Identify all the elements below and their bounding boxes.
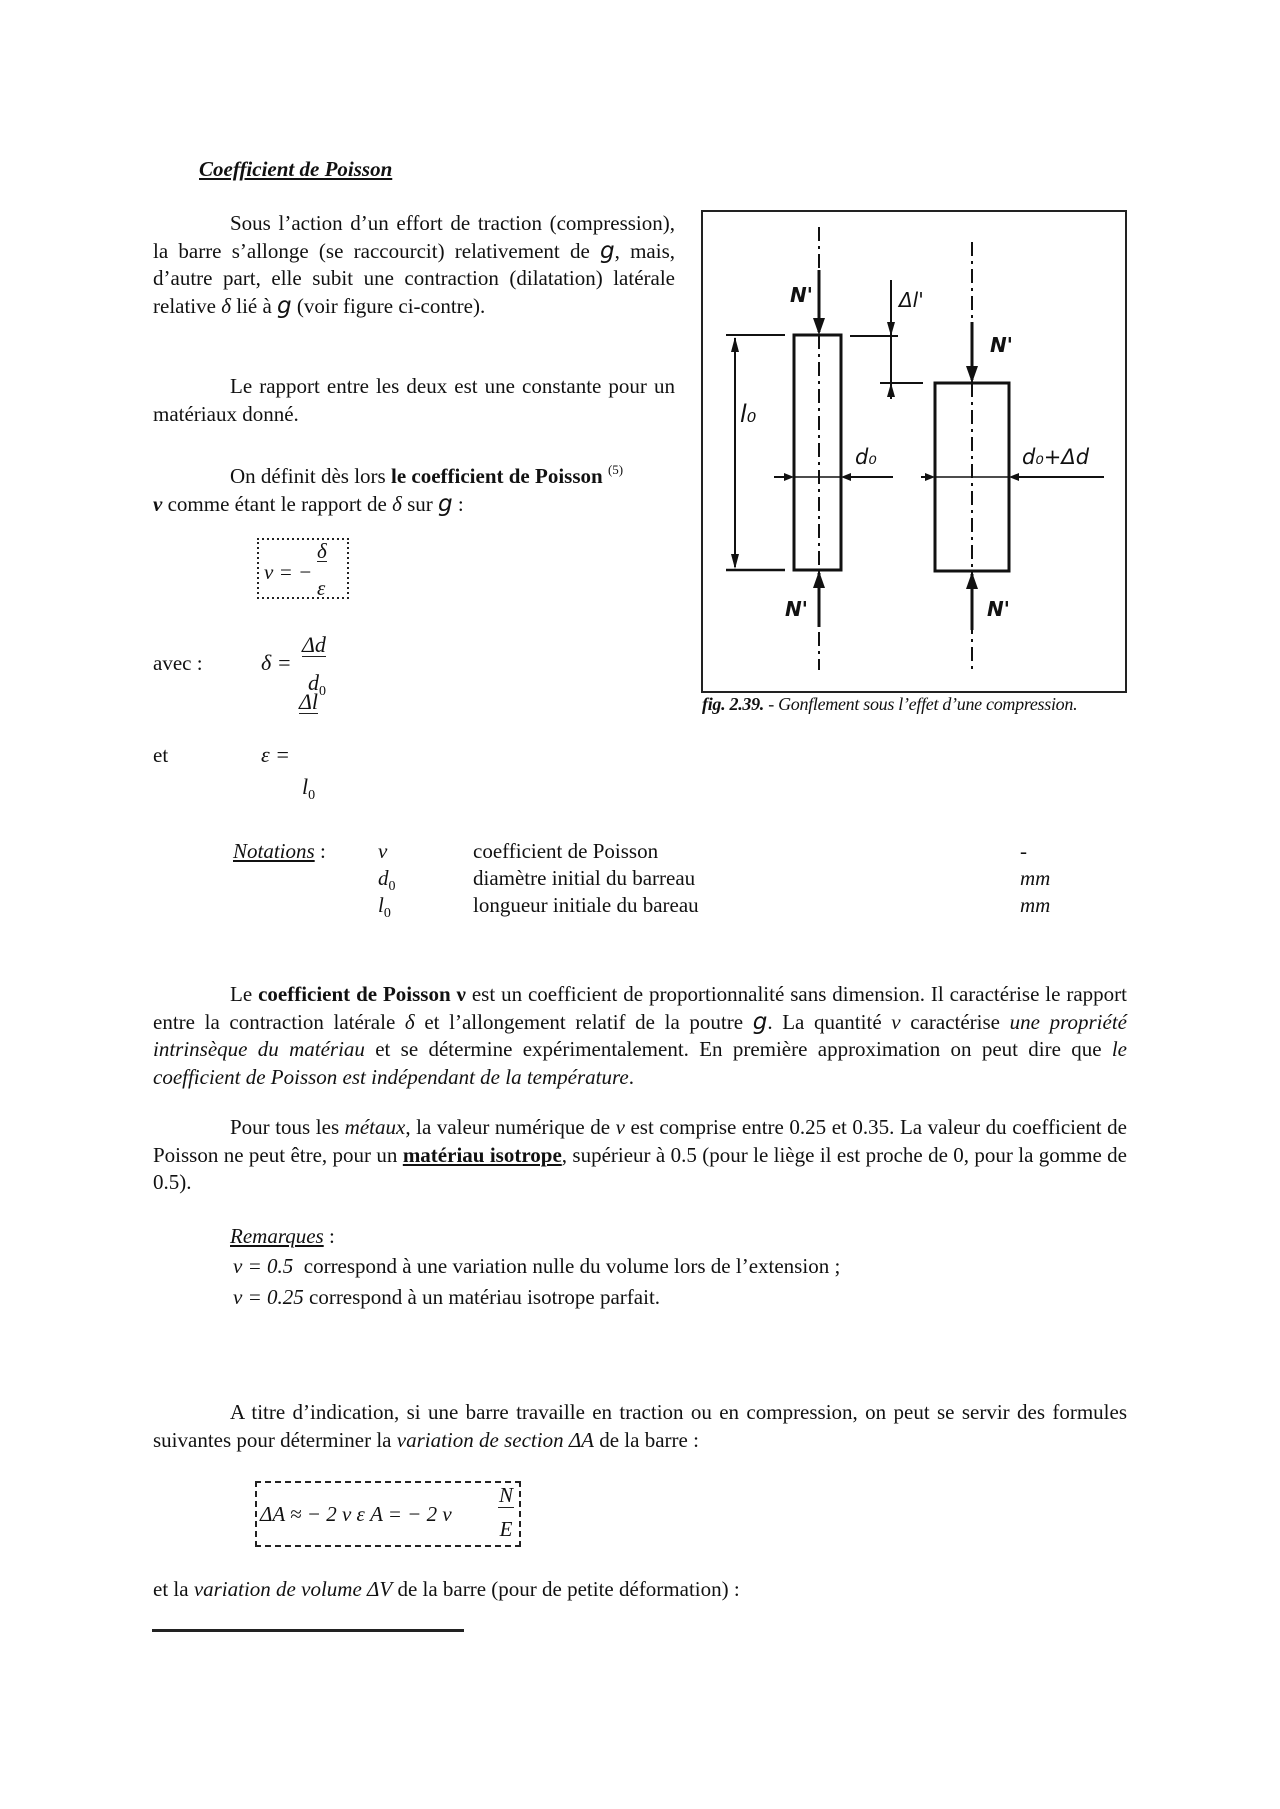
length-label: l₀: [740, 400, 757, 428]
symbol: l: [378, 893, 384, 917]
bold-term: le coefficient de Poisson: [390, 464, 603, 488]
text-run: et la: [153, 1577, 194, 1601]
intro-paragraph-2: Le rapport entre les deux est une constante pour un matériaux donné.: [153, 374, 675, 426]
volume-variation-paragraph: [153, 1576, 1127, 1604]
remark-text: correspond à un matériau isotrope parfait.: [303, 1285, 661, 1309]
formula-lhs: ΔA ≈ − 2 ν ε A = − 2 ν: [260, 1502, 452, 1526]
remark-item: [233, 1253, 840, 1280]
text-run: , supérieur à 0.5 (pour le liège il est proche de 0, pour la gomme de 0.5).: [153, 1142, 1127, 1194]
italic-term: métaux: [344, 1115, 406, 1139]
formula-numerator: N: [498, 1483, 513, 1507]
text-run: caractérise: [900, 1009, 1010, 1034]
remark-expression: ν = 0.25: [233, 1285, 304, 1309]
nu-symbol: ν: [153, 491, 163, 516]
avec-label: avec :: [153, 651, 203, 675]
notation-symbol: [378, 892, 391, 927]
bold-term: coefficient de Poisson ν: [258, 982, 466, 1006]
symbol: ν: [378, 839, 388, 863]
remark-text: correspond à une variation nulle du volume lors de l’extension ;: [293, 1254, 841, 1278]
force-label-top-left: N': [790, 283, 813, 307]
arrowhead-icon: [966, 366, 978, 383]
delta-symbol: δ: [392, 491, 402, 516]
arrowhead-icon: [813, 318, 825, 335]
epsilon-symbol: g: [438, 490, 453, 517]
italic-term: variation de section: [396, 1427, 564, 1452]
epsilon-definition-lhs: ε =: [261, 742, 291, 767]
diameter-label: d₀: [855, 445, 877, 469]
formula-denominator: ε: [317, 576, 326, 600]
delta-definition-numerator: Δd: [302, 632, 326, 657]
subscript: 0: [383, 906, 391, 921]
compression-diagram: [703, 212, 1125, 691]
text-run: est un coefficient de proportionnalité sans dimension. Il caractérise le rapport entre la contraction latérale: [153, 982, 1127, 1034]
italic-phrase: le coefficient de Poisson est indépendant de la température: [153, 1037, 1127, 1089]
text-run: , mais, d’autre part, elle subit une contraction (dilatation) latérale relative: [153, 238, 675, 318]
delta-a-symbol: ΔA: [563, 1427, 594, 1452]
intro-paragraph-1: [153, 210, 675, 320]
remark-item: [233, 1284, 660, 1311]
text-run: (voir figure ci-contre).: [291, 293, 486, 318]
text-run: Le: [230, 982, 259, 1006]
remarks-heading: Remarques: [230, 1224, 324, 1248]
deformed-diameter-label: d₀+Δd: [1022, 445, 1090, 469]
notations-heading: Notations: [233, 839, 315, 863]
text-run: comme étant le rapport de: [162, 491, 393, 516]
poisson-description-paragraph: [153, 981, 1127, 1091]
epsilon-definition-numerator: Δl: [299, 689, 319, 714]
delta-symbol: δ: [221, 293, 231, 318]
remarks-label: [230, 1223, 335, 1250]
left-bar-original: [794, 335, 841, 570]
arrowhead-icon: [813, 571, 825, 588]
intro-paragraph-3: [153, 456, 675, 518]
text-run: Pour tous les: [230, 1115, 345, 1139]
text-run: On définit dès lors: [230, 464, 391, 488]
italic-phrase: une propriété intrinsèque du matériau: [153, 1009, 1127, 1061]
nu-symbol: ν: [615, 1115, 625, 1139]
section-title: Coefficient de Poisson: [199, 157, 393, 181]
arrowhead-icon: [731, 337, 739, 352]
section-variation-paragraph: [153, 1399, 1127, 1454]
arrowhead-icon: [731, 554, 739, 569]
delta-definition-lhs: δ =: [261, 650, 292, 675]
figure-caption-text: - Gonflement sous l’effet d’une compression.: [764, 694, 1078, 714]
formula-denominator: E: [499, 1517, 513, 1541]
footnote-separator: [152, 1629, 464, 1632]
subscript: 0: [388, 879, 396, 894]
arrowhead-icon: [887, 383, 895, 397]
notation-unit: -: [1020, 839, 1027, 863]
epsilon-symbol: g: [277, 292, 292, 319]
text-run: et se détermine expérimentalement. En première approximation on peut dire que: [364, 1037, 1112, 1061]
text-run: :: [452, 491, 464, 516]
footnote-reference[interactable]: (5): [607, 462, 624, 477]
delta-v-symbol: ΔV: [361, 1577, 393, 1601]
force-label-bottom-left: N': [785, 597, 808, 621]
figure-caption: [702, 694, 1077, 715]
italic-term: variation de volume: [193, 1577, 362, 1601]
figure-frame: [701, 210, 1127, 693]
force-label-bottom-right: N': [987, 597, 1010, 621]
text-run: Sous l’action d’un effort de traction (compression), la barre s’allonge (se raccourcit) relativement de: [153, 211, 675, 263]
text-run: de la barre :: [593, 1427, 699, 1452]
force-label-top-right: N': [990, 333, 1013, 357]
notation-description: coefficient de Poisson: [473, 839, 659, 863]
text-run: est comprise entre 0.25 et 0.35. La valeur du coefficient de Poisson ne peut être, pour un: [153, 1115, 1128, 1167]
subscript: 0: [308, 788, 316, 803]
arrowhead-icon: [887, 322, 895, 336]
bold-underlined-term: matériau isotrope: [402, 1142, 562, 1167]
poisson-formula-box: [254, 535, 352, 602]
symbol: d: [378, 866, 389, 890]
text-run: et l’allongement relatif de la poutre: [414, 1009, 753, 1034]
et-label: et: [153, 743, 169, 767]
figure-number: fig. 2.39.: [702, 694, 764, 714]
text-run: , la valeur numérique de: [405, 1115, 616, 1139]
d-symbol: d: [308, 670, 319, 695]
nu-symbol: ν: [891, 1009, 901, 1034]
text-run: de la barre (pour de petite déformation) :: [392, 1577, 740, 1601]
notations-label: [233, 838, 326, 865]
formula-numerator: δ: [317, 539, 327, 563]
text-run: sur: [401, 491, 439, 516]
l-symbol: l: [302, 774, 309, 799]
metals-paragraph: [153, 1114, 1127, 1197]
text-run: A titre d’indication, si une barre travaille en traction ou en compression, on peut se servir des formules suivantes pour déterminer la: [153, 1400, 1127, 1452]
notation-unit: mm: [1020, 866, 1051, 890]
notation-description: diamètre initial du barreau: [473, 866, 696, 890]
text-run: lié à: [230, 293, 278, 318]
formula-lhs: ν = −: [264, 560, 313, 584]
text-run: . La quantité: [767, 1009, 892, 1034]
epsilon-symbol: g: [600, 237, 615, 264]
colon: :: [314, 839, 326, 863]
delta-length-label: Δl': [899, 288, 924, 312]
colon: :: [323, 1224, 335, 1248]
notation-unit: mm: [1020, 893, 1051, 917]
epsilon-symbol: g: [752, 1008, 768, 1035]
remark-expression: ν = 0.5: [233, 1254, 294, 1278]
subscript: 0: [319, 684, 326, 699]
epsilon-definition-denominator: [302, 774, 315, 804]
delta-symbol: δ: [404, 1009, 415, 1034]
arrowhead-icon: [966, 572, 978, 589]
section-variation-formula-box: [255, 1481, 521, 1547]
notation-description: longueur initiale du bareau: [473, 893, 699, 917]
text-run: .: [628, 1064, 634, 1089]
